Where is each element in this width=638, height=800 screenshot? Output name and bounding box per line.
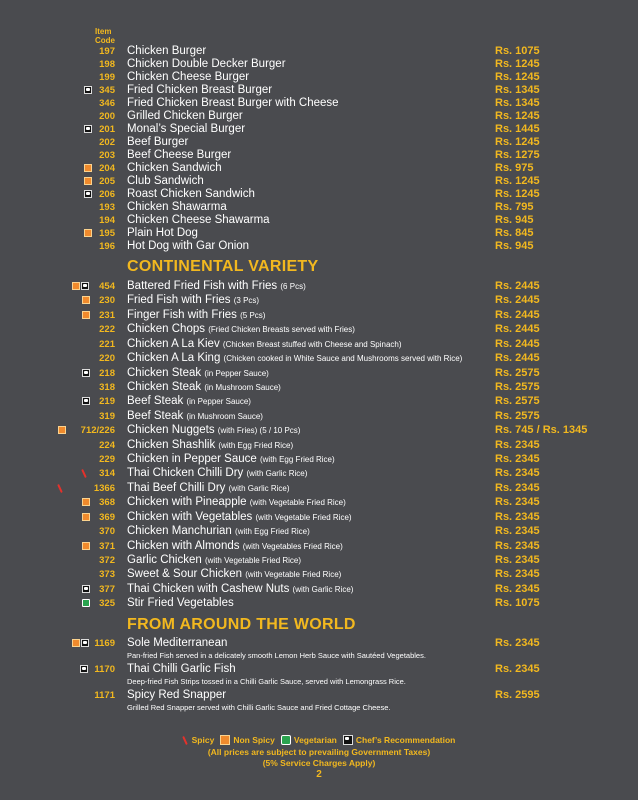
item-name: Fried Chicken Breast Burger with Cheese bbox=[127, 97, 339, 109]
item-code: 230 bbox=[99, 295, 115, 307]
legend-veg-label: Vegetarian bbox=[293, 735, 337, 745]
menu-item-row bbox=[0, 352, 638, 365]
item-code-cell bbox=[60, 583, 115, 596]
item-name-cell bbox=[127, 424, 300, 437]
item-code-cell bbox=[60, 424, 115, 437]
menu-item-row bbox=[0, 525, 638, 538]
item-name: Fried Chicken Breast Burger bbox=[127, 84, 273, 96]
item-price: Rs. 1075 bbox=[495, 597, 540, 610]
item-price: Rs. 2345 bbox=[495, 481, 540, 494]
item-code: 1169 bbox=[94, 638, 115, 649]
item-code: 231 bbox=[99, 309, 115, 321]
legend-chef bbox=[343, 735, 456, 745]
menu-item-row bbox=[0, 367, 638, 380]
item-note: (with Egg Fried Rice) bbox=[259, 455, 335, 465]
continental-section-title: CONTINENTAL VARIETY bbox=[127, 258, 319, 275]
item-name-cell bbox=[127, 214, 270, 227]
item-code-cell bbox=[60, 496, 115, 509]
item-name: Beef Cheese Burger bbox=[127, 149, 232, 161]
item-code-cell bbox=[60, 453, 115, 466]
item-price: Rs. 2345 bbox=[495, 438, 540, 451]
item-name-cell bbox=[127, 240, 249, 253]
item-code-cell bbox=[60, 201, 115, 214]
item-name: Chicken with Pineapple bbox=[127, 496, 247, 509]
item-note: (with Fries) (5 / 10 Pcs) bbox=[217, 426, 301, 436]
item-price: Rs. 2345 bbox=[495, 467, 540, 480]
item-code: 193 bbox=[99, 202, 115, 213]
item-code-cell bbox=[60, 338, 115, 351]
item-code-cell bbox=[60, 188, 115, 201]
item-code-cell bbox=[60, 214, 115, 227]
item-code-cell bbox=[60, 554, 115, 567]
item-name: Sole Mediterranean bbox=[127, 637, 228, 649]
item-price: Rs. 2345 bbox=[495, 510, 540, 523]
item-code: 454 bbox=[99, 281, 115, 292]
spicy-icon bbox=[183, 736, 189, 745]
item-note: (with Egg Fried Rice) bbox=[218, 440, 294, 450]
item-name-cell bbox=[127, 663, 236, 676]
item-name: Chicken Nuggets bbox=[127, 424, 215, 437]
item-name: Chicken Shashlik bbox=[127, 438, 216, 451]
menu-item-row bbox=[0, 439, 638, 452]
item-name-cell bbox=[127, 395, 251, 408]
menu-item-row bbox=[0, 175, 638, 188]
item-code: 202 bbox=[99, 137, 115, 148]
item-code-cell bbox=[60, 162, 115, 175]
menu-item-row bbox=[0, 71, 638, 84]
item-code: 222 bbox=[99, 324, 115, 336]
item-name: Beef Steak bbox=[127, 395, 184, 408]
menu-item-row bbox=[0, 214, 638, 227]
item-code-cell bbox=[60, 309, 115, 322]
item-code: 224 bbox=[99, 439, 115, 451]
item-name-cell bbox=[127, 338, 402, 351]
item-code-cell bbox=[60, 97, 115, 110]
chef-recommendation-icon bbox=[343, 735, 353, 745]
menu-item-row bbox=[0, 97, 638, 110]
item-name-cell bbox=[127, 84, 272, 97]
item-code-cell bbox=[60, 689, 115, 702]
item-price: Rs. 1245 bbox=[495, 175, 540, 187]
item-name-cell bbox=[127, 453, 335, 466]
item-name-cell bbox=[127, 525, 310, 538]
item-price: Rs. 2445 bbox=[495, 323, 540, 336]
menu-item-row bbox=[0, 467, 638, 480]
item-price: Rs. 2345 bbox=[495, 525, 540, 538]
item-name-cell bbox=[127, 381, 281, 394]
item-name-cell bbox=[127, 97, 339, 110]
item-name: Hot Dog with Gar Onion bbox=[127, 240, 250, 252]
item-code: 220 bbox=[99, 353, 115, 365]
item-name: Chicken Sandwich bbox=[127, 162, 222, 174]
item-note: (with Garlic Rice) bbox=[228, 483, 290, 493]
item-name-cell bbox=[127, 568, 341, 581]
item-name: Battered Fried Fish with Fries bbox=[127, 280, 278, 292]
menu-item-row bbox=[0, 45, 638, 58]
item-name: Thai Chicken Chilli Dry bbox=[127, 467, 244, 480]
item-name: Garlic Chicken bbox=[127, 553, 202, 566]
item-name-cell bbox=[127, 123, 245, 136]
item-note: (with Garlic Rice) bbox=[246, 469, 308, 479]
item-price: Rs. 2345 bbox=[495, 568, 540, 581]
item-code: 195 bbox=[99, 228, 115, 239]
item-name: Thai Chilli Garlic Fish bbox=[127, 663, 236, 675]
item-code-cell bbox=[60, 227, 115, 240]
item-code: 314 bbox=[99, 468, 115, 480]
item-code-cell bbox=[60, 149, 115, 162]
item-name-cell bbox=[127, 323, 355, 336]
menu-item-row bbox=[0, 162, 638, 175]
item-name-cell bbox=[127, 367, 269, 380]
item-name: Plain Hot Dog bbox=[127, 227, 198, 239]
menu-item-row bbox=[0, 280, 638, 293]
item-description: Deep-fried Fish Strips tossed in a Chilli Garlic Sauce, served with Lemongrass Rice. bbox=[127, 677, 406, 686]
item-price: Rs. 2345 bbox=[495, 539, 540, 552]
item-code: 1366 bbox=[93, 482, 115, 494]
menu-item-row bbox=[0, 123, 638, 136]
legend-nonspicy bbox=[220, 735, 275, 745]
item-code-cell bbox=[60, 84, 115, 97]
item-note: (with Vegetable Fried Rice) bbox=[204, 555, 302, 565]
item-code-cell bbox=[60, 323, 115, 336]
item-note: (Fried Chicken Breasts served with Fries) bbox=[208, 325, 355, 335]
item-name-cell bbox=[127, 188, 255, 201]
menu-item-row bbox=[0, 240, 638, 253]
item-code: 198 bbox=[99, 59, 115, 70]
legend-spicy-label: Spicy bbox=[191, 735, 215, 745]
item-name: Sweet & Sour Chicken bbox=[127, 568, 243, 581]
item-code-cell bbox=[60, 395, 115, 408]
item-code: 200 bbox=[99, 111, 115, 122]
item-code: 712/226 bbox=[80, 425, 115, 437]
item-name: Chicken Steak bbox=[127, 380, 202, 393]
item-code-cell bbox=[60, 110, 115, 123]
legend-chef-label: Chef’s Recommendation bbox=[355, 735, 456, 745]
item-name-cell bbox=[127, 71, 249, 84]
item-code: 218 bbox=[99, 367, 115, 379]
item-code-cell bbox=[60, 175, 115, 188]
item-price: Rs. 2595 bbox=[495, 689, 540, 701]
item-name: Beef Steak bbox=[127, 409, 184, 422]
item-name-cell bbox=[127, 540, 343, 553]
item-description: Pan-fried Fish served in a delicately smooth Lemon Herb Sauce with Sautéed Vegetables. bbox=[127, 651, 426, 660]
item-price: Rs. 2575 bbox=[495, 366, 540, 379]
item-name-cell bbox=[127, 352, 462, 365]
item-note: (Chicken cooked in White Sauce and Mushrooms served with Rice) bbox=[223, 354, 463, 364]
item-code: 369 bbox=[99, 511, 115, 523]
item-note: (3 Pcs) bbox=[233, 296, 260, 306]
item-name: Chicken Manchurian bbox=[127, 525, 232, 538]
non-spicy-icon bbox=[220, 735, 230, 745]
menu-item-row bbox=[0, 496, 638, 509]
menu-item-row bbox=[0, 453, 638, 466]
item-code: 204 bbox=[99, 163, 115, 174]
item-code-cell bbox=[60, 58, 115, 71]
item-code: 373 bbox=[99, 569, 115, 581]
item-price: Rs. 2575 bbox=[495, 380, 540, 393]
item-code-header-line-1: Item bbox=[95, 27, 112, 36]
item-price: Rs. 1075 bbox=[495, 45, 540, 57]
item-code-cell bbox=[60, 482, 115, 495]
item-price: Rs. 945 bbox=[495, 214, 534, 226]
icon-legend bbox=[0, 734, 638, 746]
menu-item-row bbox=[0, 637, 638, 650]
item-code-cell bbox=[60, 294, 115, 307]
item-code-cell bbox=[60, 123, 115, 136]
menu-item-row bbox=[0, 323, 638, 336]
item-name: Club Sandwich bbox=[127, 175, 204, 187]
item-code-cell bbox=[60, 45, 115, 58]
item-name-cell bbox=[127, 280, 306, 293]
item-code-header bbox=[95, 27, 125, 45]
item-code: 219 bbox=[99, 396, 115, 408]
item-code-cell bbox=[60, 637, 115, 650]
item-name-cell bbox=[127, 511, 352, 524]
item-code: 368 bbox=[99, 497, 115, 509]
menu-item-row bbox=[0, 381, 638, 394]
menu-item-row bbox=[0, 84, 638, 97]
item-price: Rs. 2345 bbox=[495, 496, 540, 509]
service-charge-note: (5% Service Charges Apply) bbox=[262, 758, 376, 768]
item-note: (with Vegetable Fried Rice) bbox=[255, 512, 352, 522]
item-name-cell bbox=[127, 597, 234, 610]
menu-item-row bbox=[0, 583, 638, 596]
item-name-cell bbox=[127, 309, 265, 322]
item-price: Rs. 2445 bbox=[495, 294, 540, 307]
menu-item-row bbox=[0, 424, 638, 437]
item-price: Rs. 1345 bbox=[495, 97, 540, 109]
item-note: (with Egg Fried Rice) bbox=[235, 527, 310, 537]
item-name: Chicken Chops bbox=[127, 323, 205, 336]
item-code: 206 bbox=[99, 189, 115, 200]
item-name-cell bbox=[127, 482, 290, 495]
item-name-cell bbox=[127, 583, 353, 596]
item-name-cell bbox=[127, 467, 307, 480]
item-name: Chicken A La King bbox=[127, 352, 221, 365]
menu-item-row bbox=[0, 540, 638, 553]
item-code: 199 bbox=[99, 72, 115, 83]
item-price: Rs. 2575 bbox=[495, 409, 540, 422]
legend-spicy bbox=[183, 735, 215, 745]
item-name-cell bbox=[127, 689, 226, 702]
item-name-cell bbox=[127, 136, 188, 149]
menu-item-row bbox=[0, 395, 638, 408]
item-name: Chicken with Almonds bbox=[127, 539, 240, 552]
legend-veg bbox=[281, 735, 337, 745]
item-name-cell bbox=[127, 294, 259, 307]
item-code-cell bbox=[60, 352, 115, 365]
item-price: Rs. 795 bbox=[495, 201, 534, 213]
item-name-cell bbox=[127, 201, 227, 214]
item-name: Chicken A La Kiev bbox=[127, 337, 220, 350]
item-price: Rs. 1245 bbox=[495, 188, 540, 200]
item-price: Rs. 845 bbox=[495, 227, 534, 239]
menu-item-row bbox=[0, 149, 638, 162]
item-code: 346 bbox=[99, 98, 115, 109]
item-name: Grilled Chicken Burger bbox=[127, 110, 243, 122]
item-code: 194 bbox=[99, 215, 115, 226]
item-name-cell bbox=[127, 58, 286, 71]
item-price: Rs. 1345 bbox=[495, 84, 540, 96]
vegetarian-icon bbox=[281, 735, 291, 745]
item-name-cell bbox=[127, 162, 222, 175]
item-code: 203 bbox=[99, 150, 115, 161]
item-name: Beef Burger bbox=[127, 136, 189, 148]
menu-item-row bbox=[0, 663, 638, 676]
item-name-cell bbox=[127, 496, 346, 509]
item-name: Chicken Steak bbox=[127, 366, 202, 379]
menu-item-row bbox=[0, 136, 638, 149]
item-name-cell bbox=[127, 637, 227, 650]
item-note: (in Pepper Sauce) bbox=[186, 397, 251, 407]
item-code-cell bbox=[60, 71, 115, 84]
item-name-cell bbox=[127, 227, 198, 240]
menu-item-row bbox=[0, 294, 638, 307]
menu-item-row bbox=[0, 554, 638, 567]
item-note: (in Mushroom Sauce) bbox=[186, 411, 263, 421]
item-price: Rs. 1445 bbox=[495, 123, 540, 135]
item-code-cell bbox=[60, 511, 115, 524]
item-name: Chicken with Vegetables bbox=[127, 510, 253, 523]
item-price: Rs. 945 bbox=[495, 240, 534, 252]
item-price: Rs. 2345 bbox=[495, 582, 540, 595]
item-name: Chicken Double Decker Burger bbox=[127, 58, 286, 70]
item-name-cell bbox=[127, 110, 243, 123]
item-price: Rs. 2345 bbox=[495, 553, 540, 566]
item-code-cell bbox=[60, 136, 115, 149]
item-code: 319 bbox=[99, 410, 115, 422]
legend-nonspicy-label: Non Spicy bbox=[233, 735, 275, 745]
item-name-cell bbox=[127, 554, 301, 567]
item-code-cell bbox=[60, 540, 115, 553]
item-name-cell bbox=[127, 175, 204, 188]
menu-item-row bbox=[0, 201, 638, 214]
item-code: 1171 bbox=[94, 690, 115, 701]
item-code: 197 bbox=[99, 46, 115, 57]
item-price: Rs. 2445 bbox=[495, 352, 540, 365]
menu-item-row bbox=[0, 511, 638, 524]
item-note: (in Mushroom Sauce) bbox=[204, 382, 281, 392]
item-note: (with Vegetable Fried Rice) bbox=[245, 570, 342, 580]
item-price: Rs. 1245 bbox=[495, 136, 540, 148]
item-name: Chicken Cheese Burger bbox=[127, 71, 250, 83]
menu-item-row bbox=[0, 188, 638, 201]
item-code-cell bbox=[60, 439, 115, 452]
item-code-cell bbox=[60, 467, 115, 480]
item-code: 370 bbox=[99, 526, 115, 538]
item-code: 377 bbox=[99, 583, 115, 595]
item-price: Rs. 2575 bbox=[495, 395, 540, 408]
item-description: Grilled Red Snapper served with Chilli Garlic Sauce and Fried Cottage Cheese. bbox=[127, 703, 391, 712]
item-price: Rs. 2345 bbox=[495, 663, 540, 675]
item-price: Rs. 2345 bbox=[495, 453, 540, 466]
item-code: 371 bbox=[99, 540, 115, 552]
item-code-cell bbox=[60, 525, 115, 538]
item-code: 196 bbox=[99, 241, 115, 252]
item-price: Rs. 2345 bbox=[495, 637, 540, 649]
item-name: Stir Fried Vegetables bbox=[127, 597, 234, 610]
menu-item-row bbox=[0, 338, 638, 351]
item-code: 318 bbox=[99, 381, 115, 393]
item-name: Thai Chicken with Cashew Nuts bbox=[127, 582, 290, 595]
tax-note: (All prices are subject to prevailing Government Taxes) bbox=[207, 747, 431, 757]
item-price: Rs. 2445 bbox=[495, 280, 540, 292]
menu-item-row bbox=[0, 309, 638, 322]
item-price: Rs. 1245 bbox=[495, 71, 540, 83]
item-price: Rs. 1275 bbox=[495, 149, 540, 161]
item-code: 201 bbox=[99, 124, 115, 135]
item-code-cell bbox=[60, 663, 115, 676]
item-code-cell bbox=[60, 381, 115, 394]
item-name-cell bbox=[127, 45, 206, 58]
item-name-cell bbox=[127, 149, 231, 162]
item-name-cell bbox=[127, 410, 263, 423]
menu-item-row bbox=[0, 58, 638, 71]
item-code-cell bbox=[60, 410, 115, 423]
item-name: Chicken in Pepper Sauce bbox=[127, 453, 257, 466]
item-price: Rs. 975 bbox=[495, 162, 534, 174]
world-section-title: FROM AROUND THE WORLD bbox=[127, 616, 356, 633]
item-code: 372 bbox=[99, 554, 115, 566]
menu-item-row bbox=[0, 597, 638, 610]
item-name: Chicken Shawarma bbox=[127, 201, 227, 213]
item-name: Thai Beef Chilli Dry bbox=[127, 481, 226, 494]
menu-item-row bbox=[0, 568, 638, 581]
item-note: (with Vegetable Fried Rice) bbox=[249, 498, 346, 508]
item-code: 345 bbox=[99, 85, 115, 96]
item-code-cell bbox=[60, 367, 115, 380]
item-code-cell bbox=[60, 568, 115, 581]
item-name: Roast Chicken Sandwich bbox=[127, 188, 255, 200]
item-price: Rs. 745 / Rs. 1345 bbox=[495, 424, 588, 437]
menu-item-row bbox=[0, 227, 638, 240]
item-name: Spicy Red Snapper bbox=[127, 689, 227, 701]
item-name: Chicken Cheese Shawarma bbox=[127, 214, 270, 226]
page-number: 2 bbox=[316, 769, 322, 780]
item-note: (with Vegetables Fried Rice) bbox=[242, 541, 343, 551]
item-name: Monal’s Special Burger bbox=[127, 123, 246, 135]
item-name: Finger Fish with Fries bbox=[127, 308, 237, 321]
menu-item-row bbox=[0, 110, 638, 123]
item-code: 229 bbox=[99, 454, 115, 466]
item-note: (Chicken Breast stuffed with Cheese and Spinach) bbox=[222, 339, 402, 349]
item-price: Rs. 1245 bbox=[495, 110, 540, 122]
menu-item-row bbox=[0, 482, 638, 495]
item-name-cell bbox=[127, 439, 293, 452]
item-code-cell bbox=[60, 240, 115, 253]
item-code: 1170 bbox=[94, 664, 115, 675]
item-price: Rs. 2445 bbox=[495, 337, 540, 350]
menu-item-row bbox=[0, 689, 638, 702]
item-code-header-line-2: Code bbox=[95, 36, 115, 45]
item-price: Rs. 1245 bbox=[495, 58, 540, 70]
item-price: Rs. 2445 bbox=[495, 308, 540, 321]
item-code: 325 bbox=[99, 598, 115, 610]
item-note: (6 Pcs) bbox=[280, 282, 306, 291]
item-code-cell bbox=[60, 280, 115, 293]
item-name: Fried Fish with Fries bbox=[127, 294, 231, 307]
item-note: (in Pepper Sauce) bbox=[204, 368, 269, 378]
item-name: Chicken Burger bbox=[127, 45, 207, 57]
item-note: (with Garlic Rice) bbox=[292, 584, 354, 594]
item-code: 205 bbox=[99, 176, 115, 187]
item-code-cell bbox=[60, 597, 115, 610]
item-note: (5 Pcs) bbox=[240, 310, 266, 320]
item-code: 221 bbox=[99, 338, 115, 350]
menu-item-row bbox=[0, 410, 638, 423]
